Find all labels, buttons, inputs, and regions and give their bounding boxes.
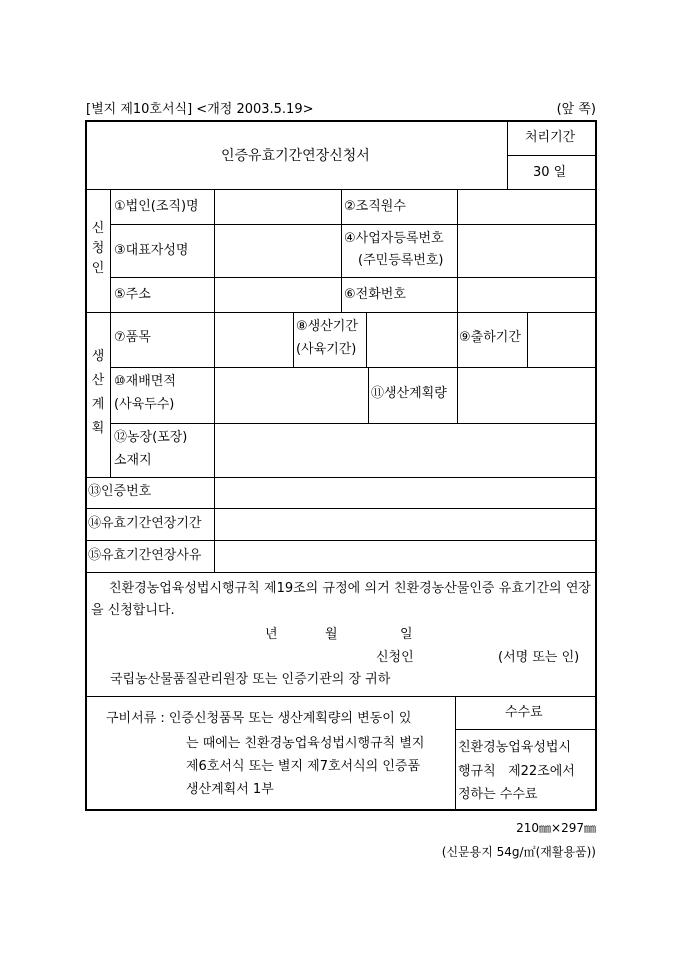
area-field[interactable] [216,369,367,422]
shipping-label: ⑨출하기간 [459,330,521,345]
plan-section-char: 획 [91,421,105,436]
recipient: 국립농산물품질관리원장 또는 인증기관의 장 귀하 [110,672,391,687]
farm-location-sub-label: 소재지 [114,453,152,468]
address-label: ⑤주소 [114,287,151,302]
form-title: 인증유효기간연장신청서 [221,148,370,164]
rep-name-label: ③대표자성명 [114,243,189,258]
rep-name-field[interactable] [216,226,340,276]
documents-line: 는 때에는 친환경농업육성법시행규칙 별지 [186,736,425,751]
applicant-section-char: 신 [91,221,105,236]
documents-line: 생산계획서 1부 [186,782,274,797]
period-sub-label: (사육기간) [296,342,357,357]
date-month: 월 [325,627,338,642]
plan-section-label [88,347,108,439]
cert-no-label: ⑬인증번호 [88,484,152,499]
paper-size: 210㎜×297㎜ [516,821,596,835]
resident-no-label: (주민등록번호) [358,253,444,268]
phone-label: ⑥전화번호 [344,287,406,302]
plan-section-char: 계 [91,397,105,412]
biz-reg-label: ④사업자등록번호 [344,231,444,246]
plan-section-char: 생 [91,349,105,364]
plan-section-char: 산 [91,373,105,388]
documents-line: 제6호서식 또는 별지 제7호서식의 인증품 [186,759,420,774]
fee-text-line: 정하는 수수료 [458,787,538,802]
ext-reason-label: ⑮유효기간연장사유 [88,548,202,563]
applicant-section-char: 청 [91,241,105,256]
date-year: 년 [265,627,278,642]
paper-type: (신문용지 54g/㎡(재활용품)) [441,845,596,859]
fee-text-line: 친환경농업육성법시 [458,740,572,755]
period-field[interactable] [368,314,456,366]
item-field[interactable] [216,314,292,366]
planned-amount-field[interactable] [459,369,594,422]
biz-reg-field[interactable] [459,226,594,276]
ext-period-field[interactable] [216,510,594,539]
applicant-section-char: 인 [91,261,105,276]
area-label: ⑩재배면적 [114,374,176,389]
cert-no-field[interactable] [216,479,594,507]
members-field[interactable] [459,191,594,223]
phone-field[interactable] [459,279,594,311]
ext-reason-field[interactable] [216,542,594,571]
form-number: [별지 제10호서식] <개정 2003.5.19> [86,102,314,117]
shipping-field[interactable] [529,314,594,366]
period-label: ⑧생산기간 [296,319,358,334]
declaration-text: 친환경농업육성법시행규칙 제19조의 규정에 의거 친환경농산물인증 유효기간의 연장을 신청합니다. [91,581,591,618]
fee-text-line: 행규칙 제22조에서 [458,764,575,779]
page-side: (앞 쪽) [556,102,596,117]
date-day: 일 [400,627,413,642]
corp-name-field[interactable] [216,191,340,223]
ext-period-label: ⑭유효기간연장기간 [88,516,202,531]
applicant-sign-label: 신청인 [376,650,414,665]
processing-period-value: 30 일 [533,165,567,180]
documents-line: 구비서류 : 인증신청품목 또는 생산계획량의 변동이 있 [106,711,412,726]
planned-amount-label: ⑪생산계획량 [371,386,447,401]
applicant-section-label [88,219,108,279]
area-sub-label: (사육두수) [114,397,175,412]
farm-location-label: ⑫농장(포장) [114,430,188,445]
signature-label: (서명 또는 인) [498,650,580,665]
item-label: ⑦품목 [114,330,151,345]
fee-label: 수수료 [505,705,543,720]
processing-period-label: 처리기간 [525,130,576,145]
members-label: ②조직원수 [344,199,406,214]
farm-location-field[interactable] [216,425,594,476]
corp-name-label: ①법인(조직)명 [114,199,199,214]
address-field[interactable] [216,279,340,311]
